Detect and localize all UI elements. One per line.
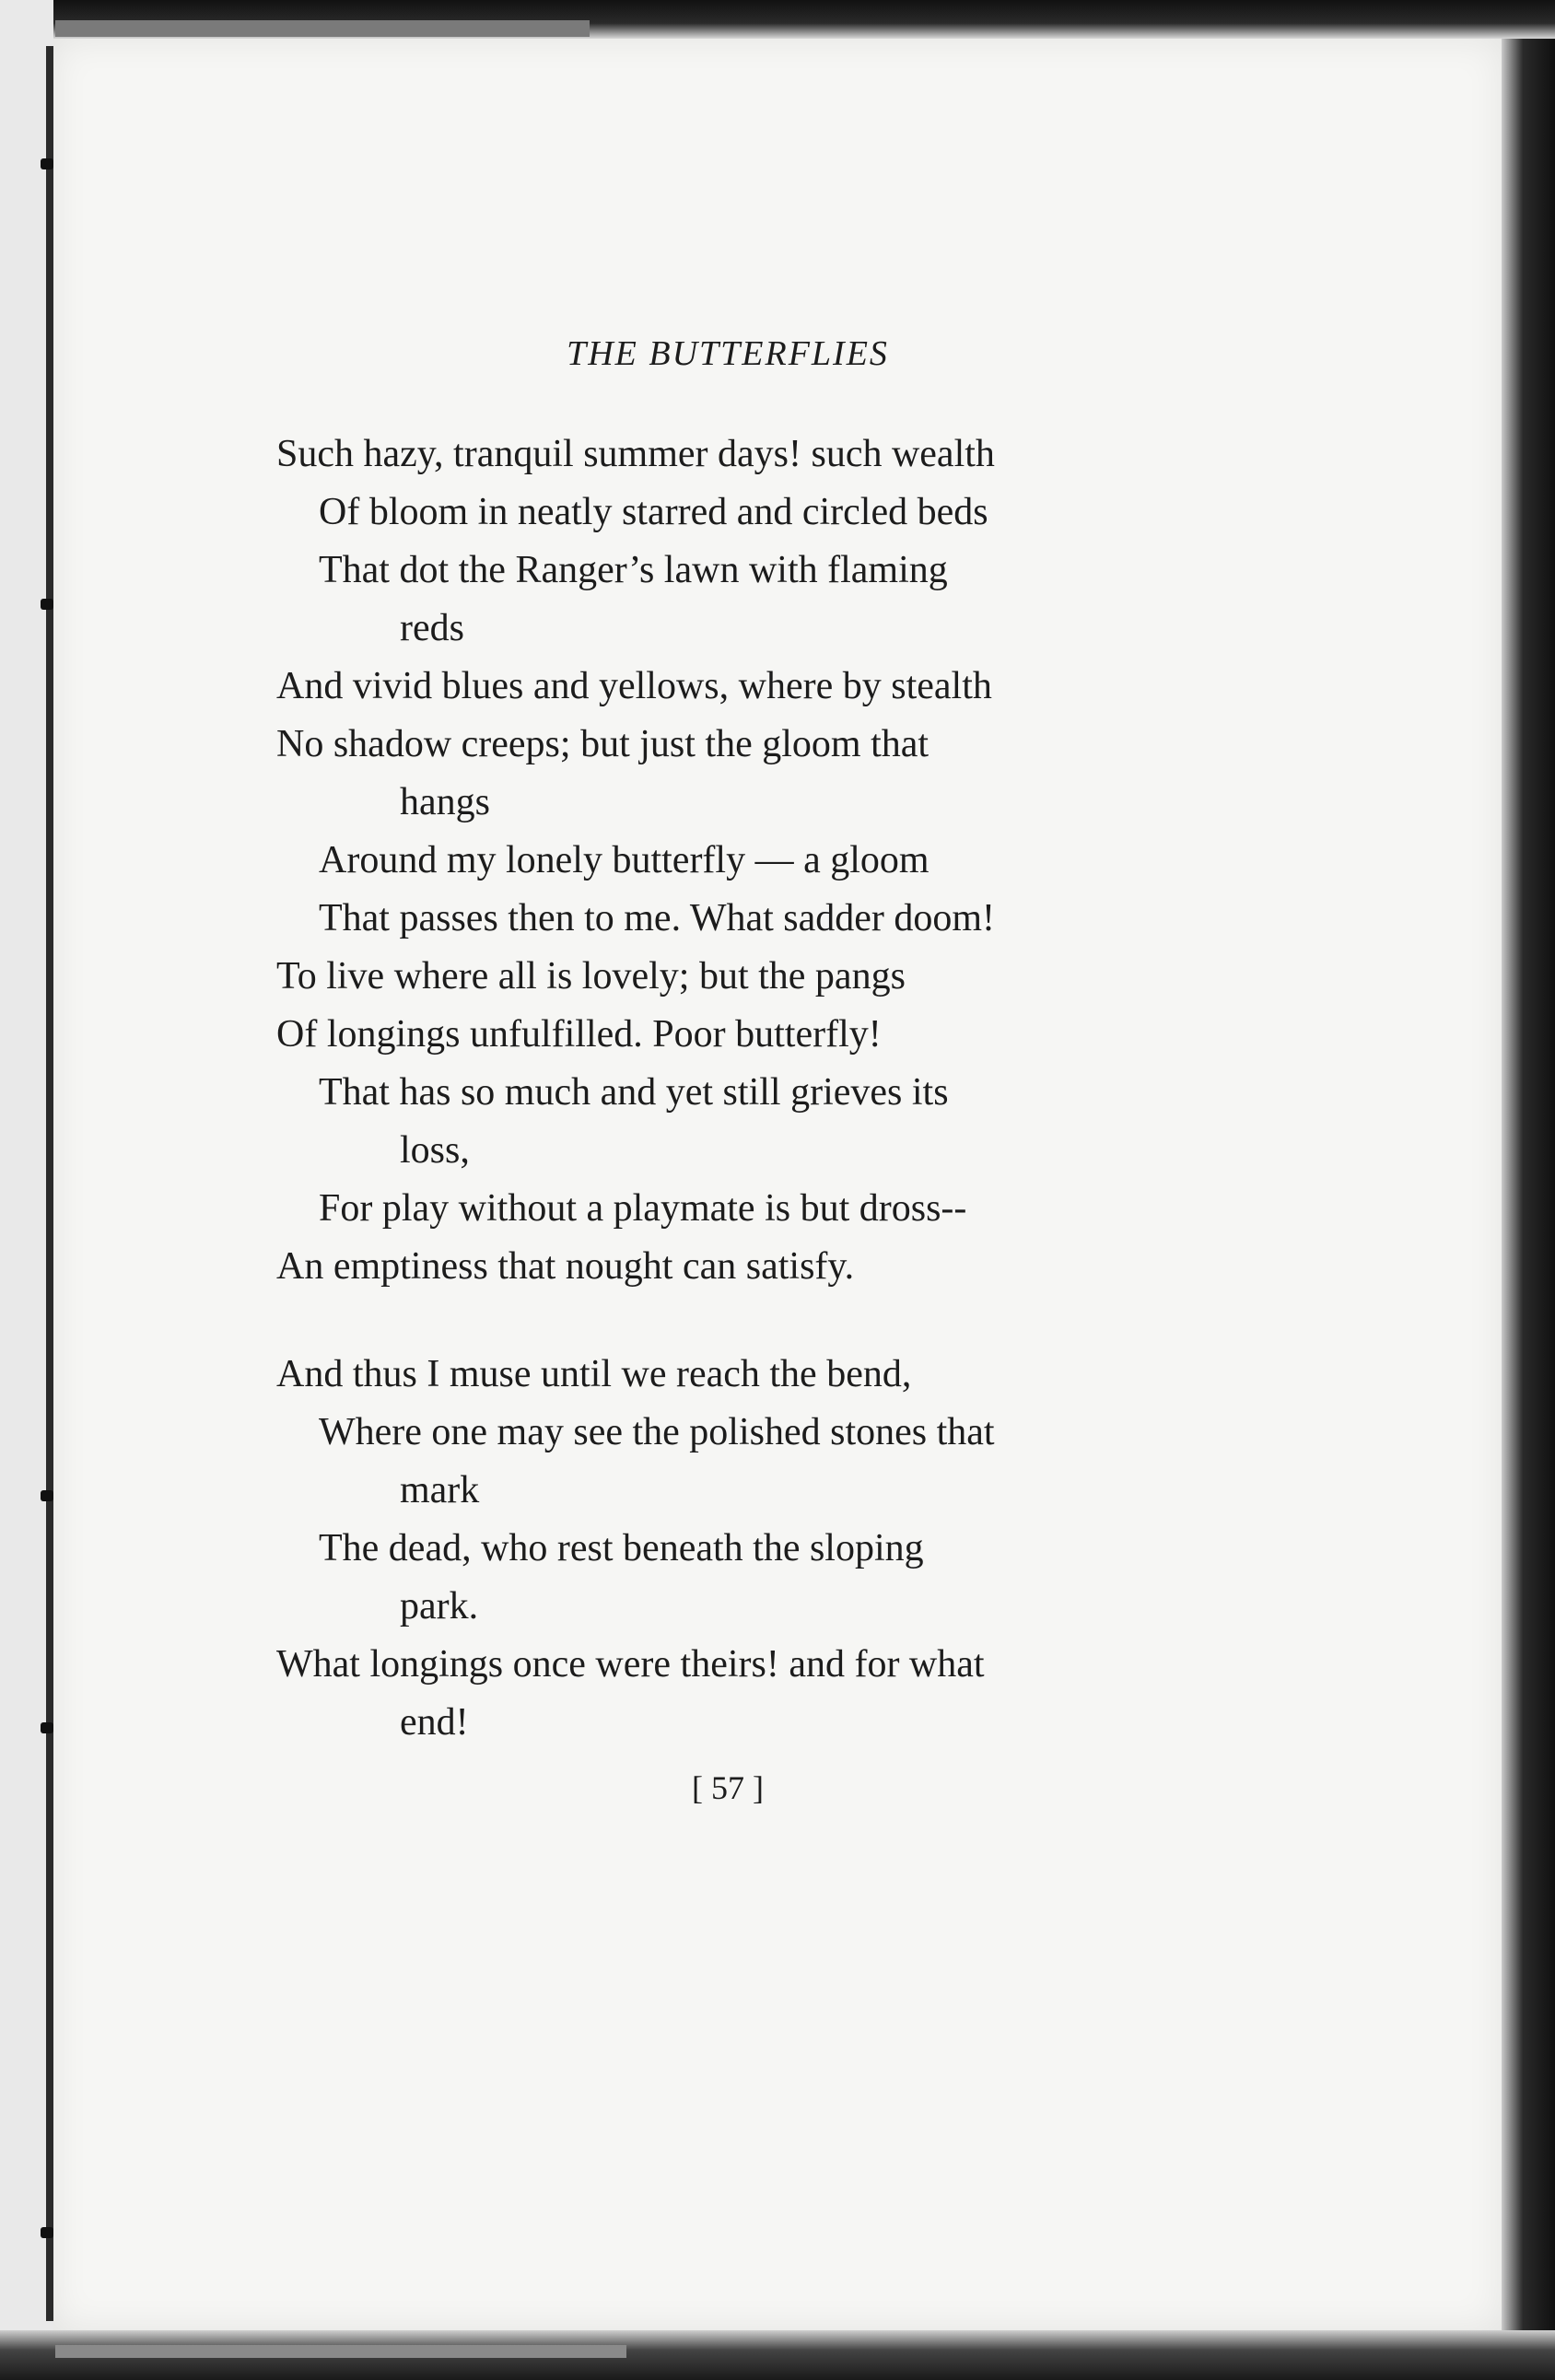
stanza-break [276, 1296, 1124, 1346]
scan-bottom-border [0, 2330, 1555, 2380]
poem-line: Of bloom in neatly starred and circled beds [319, 491, 988, 533]
poem-line: hangs [400, 781, 490, 823]
poem-body [276, 426, 1124, 1752]
scan-right-border [1502, 39, 1555, 2380]
scan-top-border [0, 0, 1555, 39]
poem-line: What longings once were theirs! and for what [276, 1643, 985, 1686]
poem-line: And vivid blues and yellows, where by stealth [276, 665, 992, 707]
binding-edge [46, 46, 53, 2321]
poem-line: That has so much and yet still grieves its [319, 1071, 949, 1114]
poem-line: That passes then to me. What sadder doom! [319, 897, 996, 939]
poem-line: reds [400, 607, 464, 649]
binding-stitch [41, 2227, 53, 2238]
binding-stitch [41, 599, 53, 610]
poem-line: Where one may see the polished stones that [319, 1411, 995, 1453]
poem-line: mark [400, 1469, 480, 1511]
stanza [276, 1346, 1124, 1752]
poem-line: Around my lonely butterfly — a gloom [319, 839, 929, 881]
poem-line: To live where all is lovely; but the pangs [276, 955, 906, 998]
poem-line: That dot the Ranger’s lawn with flaming [319, 549, 948, 591]
binding-stitch [41, 1722, 53, 1733]
poem-line: Of longings unfulfilled. Poor butterfly! [276, 1013, 882, 1056]
poem-line: An emptiness that nought can satisfy. [276, 1245, 855, 1288]
binding-stitch [41, 1490, 53, 1501]
poem-line: And thus I muse until we reach the bend, [276, 1353, 912, 1395]
page-number: [ 57 ] [692, 1769, 764, 1806]
poem-line: No shadow creeps; but just the gloom that [276, 723, 929, 765]
poem-line: The dead, who rest beneath the sloping [319, 1527, 924, 1569]
poem-line: loss, [400, 1129, 470, 1172]
poem-line: Such hazy, tranquil summer days! such wealth [276, 433, 995, 475]
poem-line: For play without a playmate is but dross-- [319, 1187, 967, 1230]
binding-stitch [41, 158, 53, 169]
poem-line: park. [400, 1585, 479, 1628]
poem-line: end! [400, 1701, 469, 1744]
running-head: THE BUTTERFLIES [567, 334, 889, 373]
stanza [276, 426, 1124, 1296]
